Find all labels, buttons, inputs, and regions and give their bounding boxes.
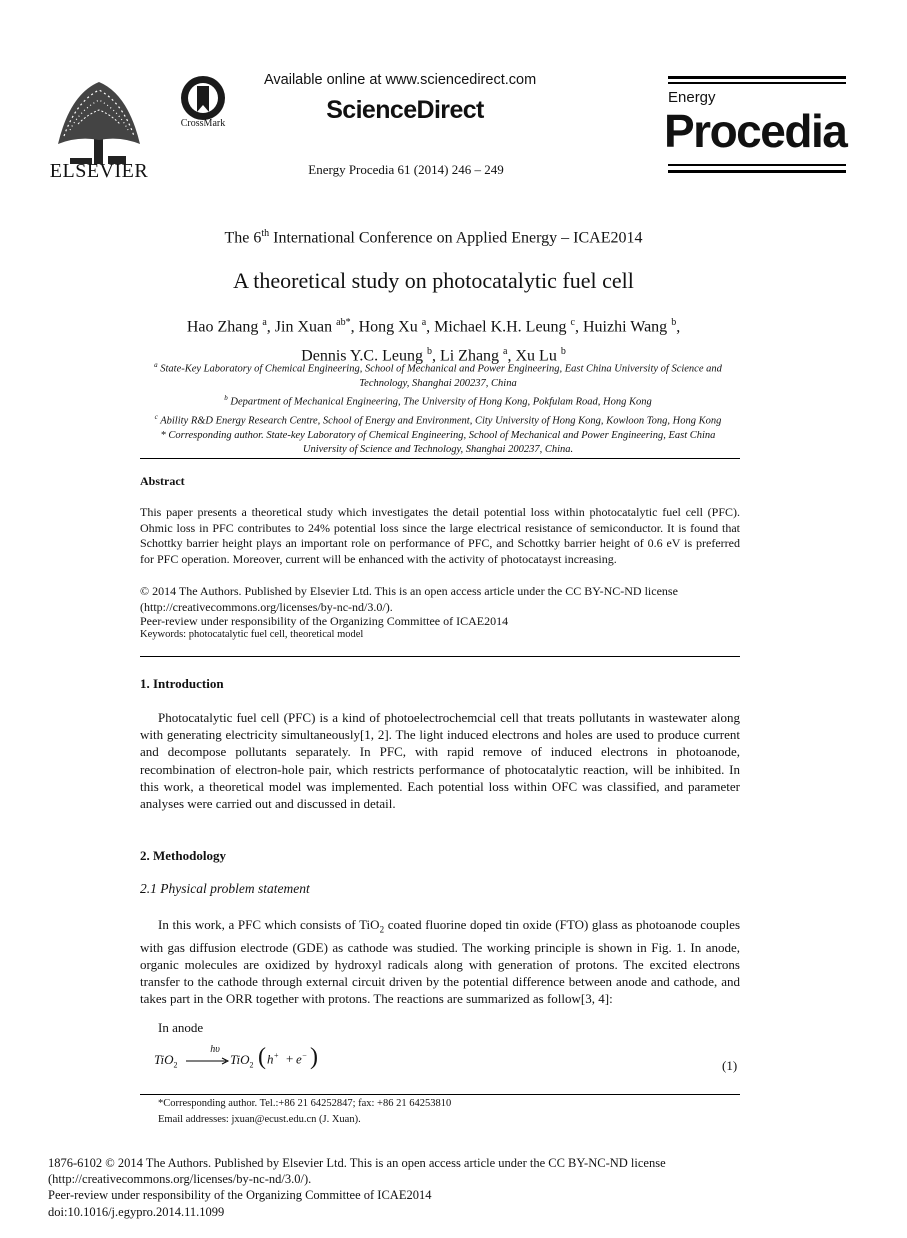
footnote-corresponding: *Corresponding author. Tel.:+86 21 64252847; fax: +86 21 64253810 bbox=[158, 1098, 452, 1109]
abstract-peer-review: Peer-review under responsibility of the Organizing Committee of ICAE2014 bbox=[140, 614, 509, 628]
author-name: Li Zhang bbox=[439, 347, 500, 365]
paper-title: A theoretical study on photocatalytic fuel cell bbox=[233, 268, 634, 293]
available-online-text[interactable]: Available online at www.sciencedirect.com bbox=[264, 72, 537, 88]
affiliation bbox=[138, 429, 738, 458]
equation-1 bbox=[150, 1042, 360, 1082]
author-affiliation-mark: ab* bbox=[336, 317, 351, 328]
affiliation-mark: a bbox=[154, 361, 158, 369]
sciencedirect-logo[interactable]: ScienceDirect bbox=[326, 96, 484, 124]
affiliations bbox=[138, 358, 738, 457]
eq-arrow-label: hυ bbox=[210, 1044, 220, 1055]
affiliation-mark: b bbox=[224, 394, 228, 403]
equation-number: (1) bbox=[722, 1058, 738, 1073]
affiliation-mark: c bbox=[154, 412, 158, 421]
journal-logo-energy: Energy bbox=[668, 89, 716, 106]
author-affiliation-mark: a bbox=[503, 346, 508, 358]
author-affiliation-mark: a bbox=[262, 317, 267, 328]
crossmark-label[interactable]: CrossMark bbox=[180, 118, 226, 129]
affiliation-text: * Corresponding author. State-key Laboratory of Chemical Engineering, School of Mechanical and Power Engineering, East China University of Science and Technology, Shanghai 200237, China. bbox=[160, 429, 716, 455]
section-heading-methodology: 2. Methodology bbox=[140, 848, 226, 863]
affiliation-text: Department of Mechanical Engineering, The University of Hong Kong, Pokfulam Road, Hong Kong bbox=[230, 396, 652, 408]
author-affiliation-mark: b bbox=[560, 346, 566, 358]
author-separator: , bbox=[350, 318, 359, 336]
procedia-rule-bottom-thin bbox=[668, 164, 846, 166]
footnote-email[interactable]: Email addresses: jxuan@ecust.edu.cn (J. Xuan). bbox=[158, 1113, 361, 1125]
author-separator: , bbox=[507, 347, 516, 365]
section-heading-introduction: 1. Introduction bbox=[140, 676, 224, 691]
abstract-rule-bottom bbox=[140, 656, 740, 657]
author-name: Jin Xuan bbox=[274, 318, 333, 336]
conference-name: The 6th International Conference on Applied Energy – ICAE2014 bbox=[224, 228, 643, 247]
procedia-rule-top bbox=[668, 76, 846, 79]
author-name: Dennis Y.C. Leung bbox=[301, 347, 423, 365]
author-affiliation-mark: c bbox=[570, 317, 575, 328]
footnote-rule bbox=[140, 1094, 740, 1095]
abstract-text: This paper presents a theoretical study which investigates the detail potential loss within photocatalytic fuel cell (PFC). Ohmic loss in PFC contributes to 24% potential loss since the large electrical resistance of semiconductor. It is found that Schottky barrier height plays an important role on performance of PFC, and Schottky barrier height of 0.6 eV is preferred for PFC operation. Moreover, current will be enhanced with the activity of photocatayst increasing. bbox=[140, 505, 740, 566]
journal-reference: Energy Procedia 61 (2014) 246 – 249 bbox=[308, 162, 504, 177]
keywords: Keywords: photocatalytic fuel cell, theoretical model bbox=[140, 629, 364, 640]
affiliation-text: State-Key Laboratory of Chemical Engineering, School of Mechanical and Power Engineering, East China University of Science and Technology, Shanghai 200237, China bbox=[160, 363, 722, 389]
introduction-paragraph: Photocatalytic fuel cell (PFC) is a kind of photoelectrochemcial cell that treats pollutants in wastewater along with generating electricity simultaneously[1, 2]. The light induced electrons and holes are used to produce current and decompose pollutants separately. In PFC, with rapid remove of induced electrons in photoanode, recombination of electron-hole pair, which restricts performance of photocatalytic reaction, will be inhibited. In this work, a theoretical model was implemented. Each potential loss within OFC was classified, and parameter analyses were carried out and discussed in detail. bbox=[140, 710, 740, 812]
procedia-rule-bottom bbox=[668, 170, 846, 173]
abstract-rule-top bbox=[140, 458, 740, 459]
page-footer bbox=[48, 1155, 748, 1220]
author-separator: , bbox=[266, 318, 275, 336]
eq-plus: + bbox=[286, 1051, 294, 1066]
affiliation bbox=[138, 391, 738, 410]
eq-hole: h+ bbox=[267, 1051, 279, 1067]
journal-logo-procedia: Procedia bbox=[664, 105, 847, 157]
footer-license: 1876-6102 © 2014 The Authors. Published by Elsevier Ltd. This is an open access article under the CC BY-NC-ND license bbox=[48, 1156, 666, 1170]
author-affiliation-mark: b bbox=[426, 346, 432, 358]
procedia-rule-top-thin bbox=[668, 82, 846, 84]
author-separator: , bbox=[426, 318, 435, 336]
subsection-heading: 2.1 Physical problem statement bbox=[140, 881, 310, 896]
author-separator: , bbox=[676, 318, 681, 336]
author-separator: , bbox=[431, 347, 440, 365]
affiliation bbox=[138, 358, 738, 391]
publisher-name: ELSEVIER bbox=[49, 160, 149, 182]
in-anode-label: In anode bbox=[158, 1020, 204, 1035]
footer-doi[interactable]: doi:10.1016/j.egypro.2014.11.1099 bbox=[48, 1204, 225, 1219]
author-name: Xu Lu bbox=[515, 347, 557, 365]
author-name: Hao Zhang bbox=[186, 318, 259, 336]
affiliation-text: Ability R&D Energy Research Centre, School of Energy and Environment, City University of Hong Kong, Kowloon Tong, Hong Kong bbox=[160, 415, 722, 427]
footnote bbox=[158, 1096, 451, 1127]
author-separator: , bbox=[575, 318, 583, 336]
author-name: Huizhi Wang bbox=[583, 318, 668, 336]
author-name: Michael K.H. Leung bbox=[434, 318, 567, 336]
methodology-paragraph: In this work, a PFC which consists of TiO$_2$ coated fluorine doped tin oxide (FTO) glass as photoanode couples with gas diffusion electrode (GDE) as cathode was studied. The working principle is shown in Fig. 1. In anode, organic molecules are oxidized by hydroxyl radicals along with generation of protons. The excited electrons transfer to the cathode through external circuit driven by the potential difference between anode and cathode, and takes part in the ORR together with protons. The reactions are summarized as follow[3, 4]: bbox=[140, 917, 741, 1007]
reaction-arrow-icon bbox=[186, 1056, 230, 1066]
eq-rhs: TiO$_2$ bbox=[230, 1052, 254, 1070]
eq-electron: e− bbox=[296, 1051, 308, 1067]
eq-paren-right: ) bbox=[310, 1044, 318, 1070]
footer-peer-review: Peer-review under responsibility of the Organizing Committee of ICAE2014 bbox=[48, 1188, 432, 1203]
abstract-heading: Abstract bbox=[140, 474, 185, 488]
eq-paren-left: ( bbox=[258, 1044, 266, 1070]
author-affiliation-mark: a bbox=[421, 317, 427, 328]
footer-license-link[interactable]: (http://creativecommons.org/licenses/by-nc-nd/3.0/). bbox=[48, 1172, 312, 1187]
abstract-copyright: © 2014 The Authors. Published by Elsevier Ltd. This is an open access article under the CC BY-NC-ND license (http://creativecommons.org/licenses/by-nc-nd/3.0/). bbox=[140, 584, 678, 614]
affiliation bbox=[138, 410, 738, 429]
author-affiliation-mark: b bbox=[671, 317, 677, 328]
author-name: Hong Xu bbox=[358, 318, 418, 336]
eq-lhs: TiO$_2$ bbox=[154, 1052, 178, 1070]
